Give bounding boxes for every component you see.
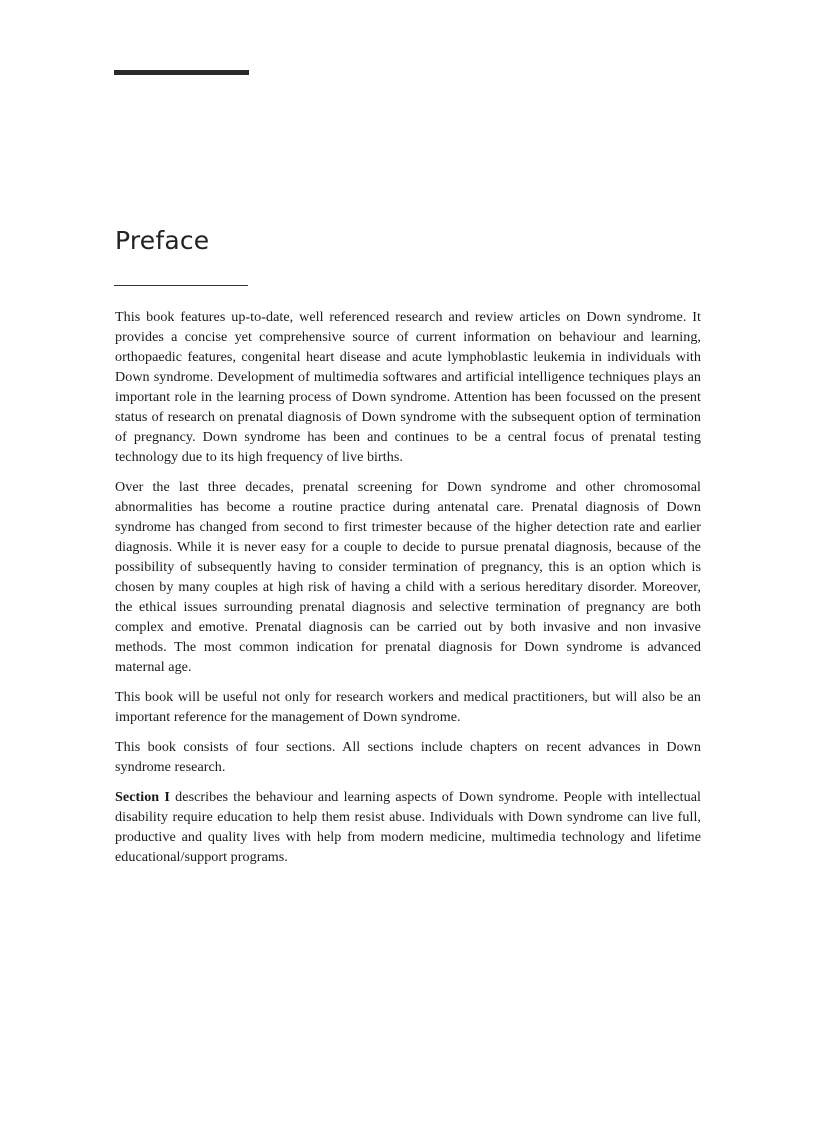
title-underline-rule bbox=[114, 285, 248, 286]
paragraph-section-one bbox=[115, 787, 701, 867]
preface-body bbox=[115, 307, 701, 877]
section-one-label: Section I bbox=[115, 789, 170, 805]
paragraph-prenatal-screening: Over the last three decades, prenatal screening for Down syndrome and other chromosomal abnormalities has become a routine practice during antenatal care. Prenatal diagnosis of Down syndrome has changed from second to first trimester because of the higher detection rate and earlier diagnosis. While it is never easy for a couple to decide to pursue prenatal diagnosis, because of the possibility of subsequently having to consider termination of pregnancy, this is an option which is chosen by many couples at high risk of having a child with a serious hereditary disorder. Moreover, the ethical issues surrounding prenatal diagnosis and selective termination of pregnancy are both complex and emotive. Prenatal diagnosis can be carried out by both invasive and non invasive methods. The most common indication for prenatal diagnosis for Down syndrome is advanced maternal age. bbox=[115, 479, 701, 675]
paragraph-intro: This book features up-to-date, well referenced research and review articles on Down syndrome. It provides a concise yet comprehensive source of current information on behaviour and learning, orthopaedic features, congenital heart disease and acute lymphoblastic leukemia in individuals with Down syndrome. Development of multimedia softwares and artificial intelligence techniques plays an important role in the learning process of Down syndrome. Attention has been focussed on the present status of research on prenatal diagnosis of Down syndrome with the subsequent option of termination of pregnancy. Down syndrome has been and continues to be a central focus of prenatal testing technology due to its high frequency of live births. bbox=[115, 309, 701, 465]
top-decorative-rule bbox=[114, 70, 249, 75]
page-title: Preface bbox=[115, 226, 210, 255]
section-one-text: describes the behaviour and learning aspects of Down syndrome. People with intellectual disability require education to help them resist abuse. Individuals with Down syndrome can live full, productive and quality lives with help from modern medicine, multimedia technology and lifetime educational/support programs. bbox=[115, 789, 701, 865]
paragraph-sections-overview: This book consists of four sections. All sections include chapters on recent advances in Down syndrome research. bbox=[115, 739, 701, 775]
paragraph-usefulness: This book will be useful not only for research workers and medical practitioners, but will also be an important reference for the management of Down syndrome. bbox=[115, 689, 701, 725]
